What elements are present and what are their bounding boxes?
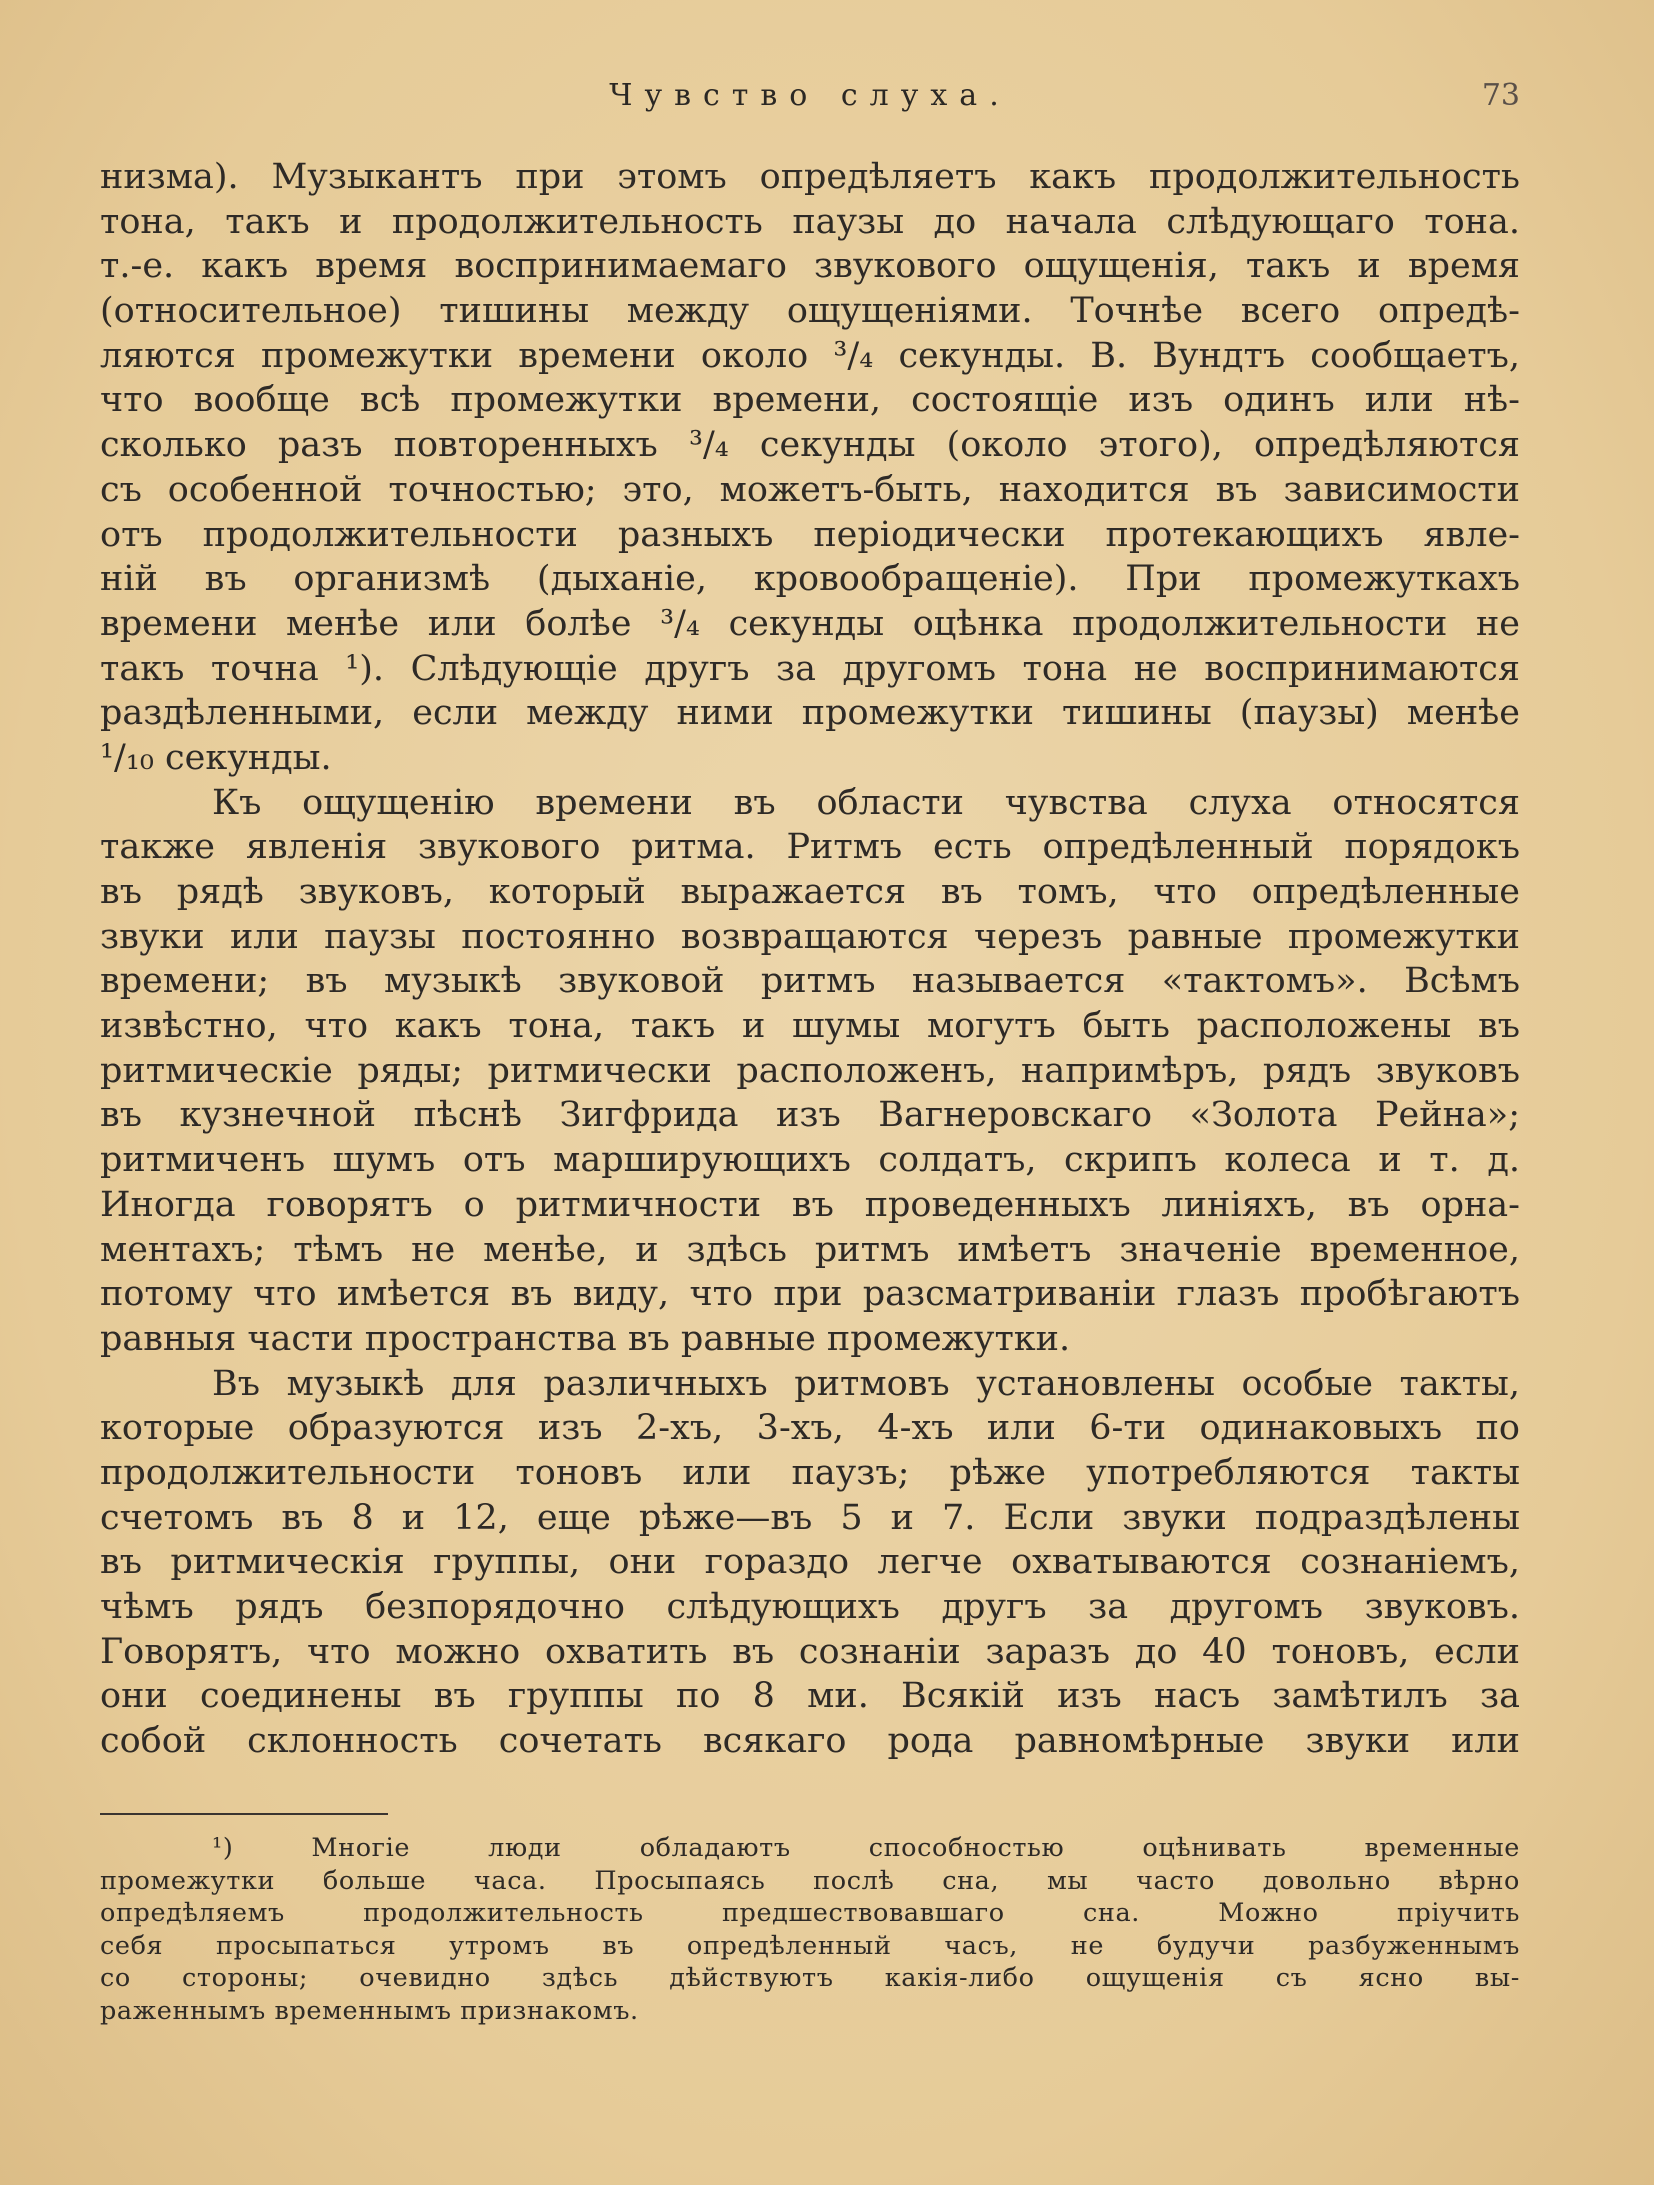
text-line: продолжительности тоновъ или паузъ; рѣже употребляются такты	[100, 1452, 1520, 1493]
footnote-divider	[100, 1813, 388, 1815]
text-line: ляются промежутки времени около ³/₄ секунды. В. Вундтъ сообщаетъ,	[100, 335, 1520, 376]
text-line: извѣстно, что какъ тона, такъ и шумы могутъ быть расположены въ	[100, 1006, 1520, 1047]
text-line: звуки или паузы постоянно возвращаются черезъ равные промежутки	[100, 916, 1520, 957]
text-line: ритмиченъ шумъ отъ марширующихъ солдатъ, скрипъ колеса и т. д.	[100, 1140, 1520, 1181]
text-line: ¹/₁₀ секунды.	[100, 737, 332, 778]
text-line: ритмическіе ряды; ритмически расположенъ, напримѣръ, рядъ звуковъ	[100, 1050, 1520, 1091]
text-line: низма). Музыкантъ при этомъ опредѣляетъ какъ продолжительность	[100, 157, 1520, 197]
paragraph-start-line: Къ ощущенію времени въ области чувства слуха относятся	[212, 782, 1520, 823]
text-line: чѣмъ рядъ безпорядочно слѣдующихъ другъ за другомъ звуковъ.	[100, 1587, 1520, 1627]
text-line: въ кузнечной пѣснѣ Зигфрида изъ Вагнеровскаго «Золота Рейна»;	[100, 1095, 1520, 1136]
text-line: времени; въ музыкѣ звуковой ритмъ называется «тактомъ». Всѣмъ	[100, 961, 1520, 1002]
text-line: потому что имѣется въ виду, что при разсматриваніи глазъ пробѣгаютъ	[100, 1274, 1520, 1315]
text-line: съ особенной точностью; это, можетъ-быть, находится въ зависимости	[100, 469, 1520, 510]
text-line: т.-е. какъ время воспринимаемаго звукового ощущенія, такъ и время	[100, 246, 1520, 287]
text-line: сколько разъ повторенныхъ ³/₄ секунды (около этого), опредѣляются	[100, 425, 1520, 466]
footnote-line: промежутки больше часа. Просыпаясь послѣ сна, мы часто довольно вѣрно	[100, 1865, 1520, 1896]
text-line: ній въ организмѣ (дыханіе, кровообращеніе). При промежуткахъ	[100, 559, 1520, 600]
footnote-line: ¹) Многіе люди обладаютъ способностью оцѣнивать временные	[212, 1833, 1520, 1863]
text-line: такъ точна ¹). Слѣдующіе другъ за другомъ тона не воспринимаются	[100, 648, 1520, 689]
footnote-line: опредѣляемъ продолжительность предшествовавшаго сна. Можно пріучить	[100, 1898, 1520, 1929]
paragraph-start-line: Въ музыкѣ для различныхъ ритмовъ установлены особые такты,	[212, 1363, 1520, 1404]
text-line: которые образуются изъ 2-хъ, 3-хъ, 4-хъ или 6-ти одинаковыхъ по	[100, 1408, 1520, 1449]
footnote-line: себя просыпаться утромъ въ опредѣленный часъ, не будучи разбуженнымъ	[100, 1930, 1520, 1961]
text-line: равныя части пространства въ равные промежутки.	[100, 1318, 1071, 1359]
text-line: что вообще всѣ промежутки времени, состоящіе изъ одинъ или нѣ-	[100, 380, 1520, 421]
text-line: ментахъ; тѣмъ не менѣе, и здѣсь ритмъ имѣетъ значеніе временное,	[100, 1229, 1520, 1270]
page-number: 73	[1481, 78, 1520, 113]
footnote-line: раженнымъ временнымъ признакомъ.	[100, 1995, 639, 2026]
text-line: собой склонность сочетать всякаго рода равномѣрные звуки или	[100, 1721, 1520, 1762]
footnotes	[100, 1832, 1520, 2028]
text-line: счетомъ въ 8 и 12, еще рѣже—въ 5 и 7. Если звуки подраздѣлены	[100, 1497, 1520, 1538]
text-line: Говорятъ, что можно охватить въ сознаніи заразъ до 40 тоновъ, если	[100, 1631, 1520, 1672]
body-text	[100, 155, 1520, 1764]
running-head	[100, 78, 1520, 128]
running-title: Чувство слуха.	[609, 78, 1011, 113]
text-line: отъ продолжительности разныхъ періодически протекающихъ явле-	[100, 514, 1520, 555]
text-line: тона, такъ и продолжительность паузы до начала слѣдующаго тона.	[100, 201, 1520, 242]
footnote-line: со стороны; очевидно здѣсь дѣйствуютъ какія-либо ощущенія съ ясно вы-	[100, 1963, 1520, 1994]
text-line: они соединены въ группы по 8 ми. Всякій изъ насъ замѣтилъ за	[100, 1676, 1520, 1717]
text-line: (относительное) тишины между ощущеніями. Точнѣе всего опредѣ-	[100, 291, 1520, 332]
text-line: раздѣленными, если между ними промежутки тишины (паузы) менѣе	[100, 693, 1520, 734]
text-line: въ рядѣ звуковъ, который выражается въ томъ, что опредѣленные	[100, 872, 1520, 912]
text-line: въ ритмическія группы, они гораздо легче охватываются сознаніемъ,	[100, 1542, 1520, 1583]
text-line: времени менѣе или болѣе ³/₄ секунды оцѣнка продолжительности не	[100, 603, 1520, 644]
text-line: также явленія звукового ритма. Ритмъ есть опредѣленный порядокъ	[100, 827, 1520, 868]
text-line: Иногда говорятъ о ритмичности въ проведенныхъ линіяхъ, въ орна-	[100, 1184, 1520, 1225]
